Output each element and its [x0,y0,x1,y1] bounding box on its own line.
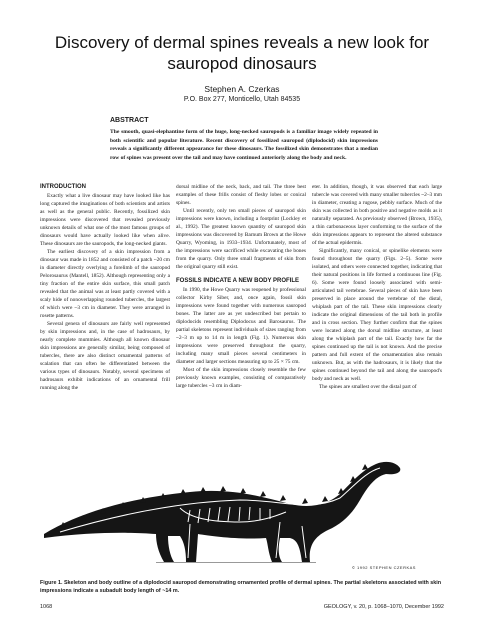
journal-citation: GEOLOGY, v. 20, p. 1068–1070, December 1992 [323,604,444,610]
author-address: P.O. Box 277, Monticello, Utah 84535 [183,96,301,103]
paragraph: In 1990, the Howe Quarry was reopened by professional collector Kirby Siber, and, once again, fossil skin impressions were found together with numerous sauropod bones. The latter are as yet undescribed but pertain to diplodocids resembling Diplodocus and Barosaurus. The partial skeletons represent individuals of sizes ranging from ~2–3 m up to 14 m in length (Fig. 1). Numerous skin impressions were preserved throughout the quarry, including many small pieces several centimeters in diameter and larger sections measuring up to 25 × 75 cm. [176,287,306,365]
paragraph: Several genera of dinosaurs are fairly well represented by skin impressions and, in the case of hadrosaurs, by nearly complete mummies. Although all known dinosaur skin impressions are generally similar, being composed of tubercles, there are also distinct ornamental patterns of scalation that can often be differentiated between the various types of dinosaurs. Notably, several specimens of hadrosaurs exhibit indications of an ornamental frill running along the [40,321,170,391]
abstract-heading: ABSTRACT [110,117,149,124]
figure-caption: Figure 1. Skeleton and body outline of a diplodocid sauropod demonstrating ornamented profile of dermal spines. The partial skeletons associated with skin impressions indicate a subadult body length of ~14 m. [40,580,442,594]
text-column-2 [176,183,306,390]
paragraph: dorsal midline of the neck, back, and tail. The three best examples of these frills consist of fleshy lobes or conical spines. [176,184,306,206]
paragraph: Significantly, many conical, or spinelike elements were found throughout the quarry (Figs. 2–5). Some were isolated, and others were connected together, indicating that their natural positions in life formed a continuous line (Fig. 6). Some were found loosely associated with semi-articulated tail vertebrae. Several pieces of skin have been preserved in place around the vertebrae of the distal, whiplash part of the tail. These skin impressions clearly indicate the original dimensions of the tail both in profile and in cross section. They further confirm that the spines were located along the dorsal midline structure, at least along the whiplash part of the tail. Exactly how far the spines continued up the tail is not known. And the precise pattern and full extent of the ornamentation also remain unknown. But, as with the hadrosaurs, it is likely that the spines continued beyond the tail and along the sauropod's body and neck as well. [312,248,442,382]
paragraph: Until recently, only ten small pieces of sauropod skin impressions were known, including a footprint (Lockley et al., 1992). The greatest known quantity of sauropod skin impressions was discovered by Barnum Brown at the Howe Quarry, Wyoming, in 1933–1934. Unfortunately, most of the impressions were sacrificed while excavating the bones from the quarry. Only three small fragments of skin from the original quarry still exist. [176,208,306,270]
section-heading-fossils: FOSSILS INDICATE A NEW BODY PROFILE [176,278,300,284]
paragraph: The earliest discovery of a skin impression from a dinosaur was made in 1852 and consisted of a patch ~20 cm in diameter directly overlying a forelimb of the sauropod Pelorosaurus (Mantell, 1852). Although representing only a tiny fraction of the entire skin surface, this small patch revealed that the animal was at least partly covered with a scaly hide of nonoverlapping rounded tubercles, the largest of which were ~3 cm in diameter. They were arranged in rosette patterns. [40,249,170,319]
paragraph: Exactly what a live dinosaur may have looked like has long captured the imaginations of both scientists and artists as well as the general public. Recently, fossilized skin impressions were discovered that revealed previously unknown details of what one of the most famous groups of dinosaurs would have actually looked like when alive. These dinosaurs are the sauropods, the long-necked giants. [40,193,170,247]
paragraph: Most of the skin impressions closely resemble the few previously known examples, consisting of comparatively large tubercles ~3 cm in diam- [176,367,306,389]
article-title: Discovery of dermal spines reveals a new look for sauropod dinosaurs [54,33,430,73]
sauropod-body-outline [44,462,400,562]
text-column-1 [40,183,170,392]
figure-credit: © 1992 STEPHEN CZERKAS [352,565,416,570]
page-number: 1068 [40,604,53,610]
author-name: Stephen A. Czerkas [204,84,280,94]
abstract-text: The smooth, quasi-elephantine form of the huge, long-necked sauropods is a familiar image widely repeated in both scientific and popular literature. Recent discovery of fossilized sauropod (diplodocid) skin impressions reveals a significantly different appearance for these dinosaurs. The fossilized skin demonstrates that a median row of spines was present over the tail and may have continued anteriorly along the body and neck. [110,129,378,161]
section-heading-introduction: INTRODUCTION [40,184,86,190]
text-column-3 [312,183,442,391]
paragraph: eter. In addition, though, it was observed that each large tubercle was covered with many smaller tubercles ~2–3 mm in diameter, creating a rugose, pebbly surface. Much of the skin was collected in both positive and negative molds as it naturally separated. As previously observed (Brown, 1935), a thin carbonaceous layer conforming to the surface of the skin impressions appears to represent the altered substance of the actual epidermis. [312,184,442,246]
paragraph: The spines are smallest over the distal part of [319,384,417,390]
sauropod-skeleton-figure [40,452,442,572]
